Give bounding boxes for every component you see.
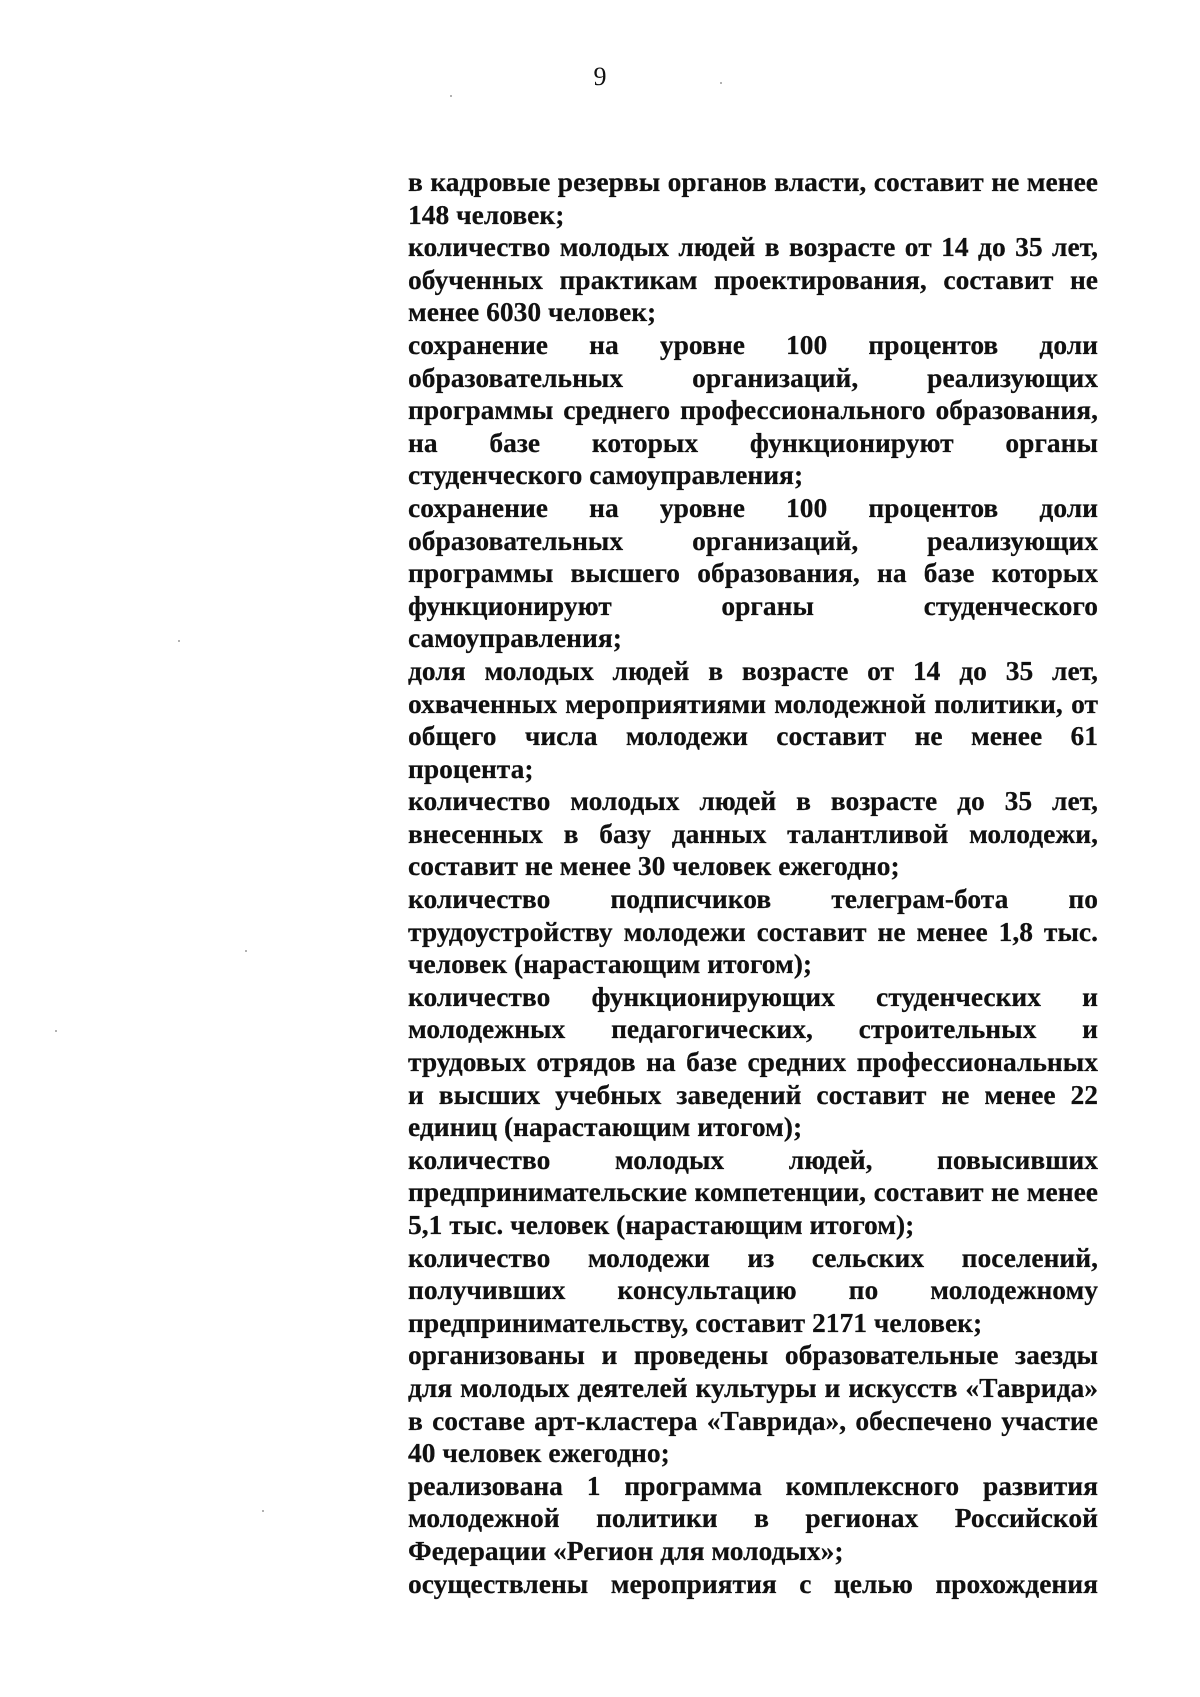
paragraph: осуществлены мероприятия с целью прохождения [408,1567,1098,1599]
paragraph: количество функционирующих студенческих и молодежных педагогических, строительных и трудовых отрядов на базе средних профессиональных и высших учебных заведений составит не менее 22 единиц (нарастающим итогом); [408,980,1098,1143]
paragraph: реализована 1 программа комплексного развития молодежной политики в регионах Российской Федерации «Регион для молодых»; [408,1469,1098,1566]
paragraph: количество молодежи из сельских поселений, получивших консультацию по молодежному предпринимательству, составит 2171 человек; [408,1241,1098,1338]
paragraph: в кадровые резервы органов власти, составит не менее 148 человек; [408,166,1098,230]
paragraph: организованы и проведены образовательные заезды для молодых деятелей культуры и искусств «Таврида» в составе арт-кластера «Таврида», обеспечено участие 40 человек ежегодно; [408,1339,1098,1469]
scan-speck [245,950,247,952]
paragraph: сохранение на уровне 100 процентов доли образовательных организаций, реализующих программы высшего образования, на базе которых функционируют органы студенческого самоуправления; [408,491,1098,654]
page-number: 9 [593,62,607,91]
scan-speck [55,1030,57,1032]
paragraph: количество подписчиков телеграм-бота по трудоустройству молодежи составит не менее 1,8 тыс. человек (нарастающим итогом); [408,883,1098,980]
scan-speck [262,1510,264,1512]
scan-speck [178,640,180,642]
paragraph: доля молодых людей в возрасте от 14 до 35 лет, охваченных мероприятиями молодежной политики, от общего числа молодежи составит не менее 61 процента; [408,654,1098,784]
paragraph: количество молодых людей в возрасте до 35 лет, внесенных в базу данных талантливой молодежи, составит не менее 30 человек ежегодно; [408,785,1098,882]
paragraph: количество молодых людей, повысивших предпринимательские компетенции, составит не менее 5,1 тыс. человек (нарастающим итогом); [408,1143,1098,1240]
paragraph: сохранение на уровне 100 процентов доли образовательных организаций, реализующих программы среднего профессионального образования, на базе которых функционируют органы студенческого самоуправления; [408,328,1098,491]
body-text [408,166,1098,1600]
scan-speck [720,82,722,84]
paragraph: количество молодых людей в возрасте от 14 до 35 лет, обученных практикам проектирования, составит не менее 6030 человек; [408,231,1098,328]
scan-speck [450,95,452,97]
